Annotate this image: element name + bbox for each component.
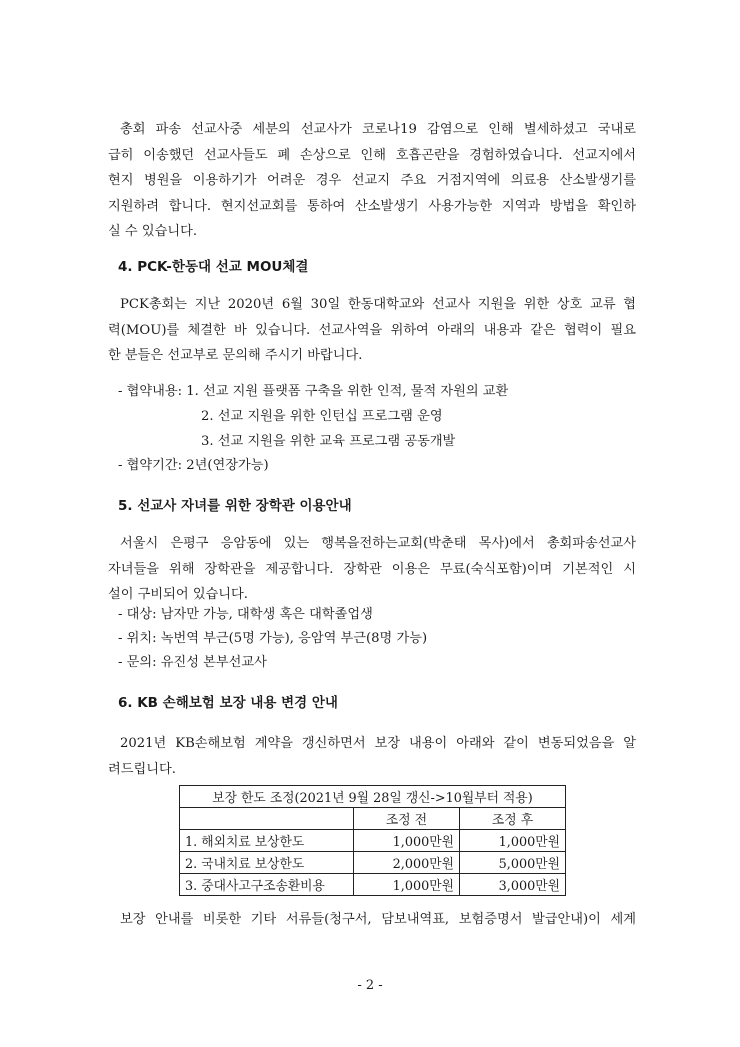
table-cell-before: 1,000만원 (354, 874, 460, 896)
table-header-empty (180, 808, 354, 830)
section4-paragraph (108, 292, 636, 369)
table-cell-before: 2,000만원 (354, 852, 460, 874)
text-line: 한 분들은 선교부로 문의해 주시기 바랍니다. (108, 348, 363, 363)
table-caption: 보장 한도 조정(2021년 9월 28일 갱신->10월부터 적용) (180, 786, 566, 808)
list-item: - 대상: 남자만 가능, 대학생 혹은 대학졸업생 (118, 607, 373, 622)
table-cell-after: 1,000만원 (460, 830, 566, 852)
section-heading: 6. KB 손해보험 보장 내용 변경 안내 (118, 695, 338, 711)
table-row (180, 852, 566, 874)
list-item: - 협약내용: 1. 선교 지원 플랫폼 구축을 위한 인적, 물적 자원의 교환 (118, 384, 509, 399)
text-line: 자녀들을 위해 장학관을 제공합니다. 장학관 이용은 무료(숙식포함)이며 기본적인 시 (108, 561, 636, 577)
list-item: - 문의: 유진성 본부선교사 (118, 655, 267, 670)
section-heading: 4. PCK-한동대 선교 MOU체결 (118, 259, 309, 275)
section-heading: 5. 선교사 자녀를 위한 장학관 이용안내 (118, 498, 352, 514)
text-line: 보장 안내를 비롯한 기타 서류들(청구서, 담보내역표, 보험증명서 발급안내)이 세계 (120, 912, 636, 927)
text-line: 지원하려 합니다. 현지선교회를 통하여 산소발생기 사용가능한 지역과 방법을 확인하 (108, 198, 636, 214)
closing-paragraph (108, 907, 636, 933)
list-item: 3. 선교 지원을 위한 교육 프로그램 공동개발 (201, 434, 456, 449)
text-line: 려드립니다. (108, 761, 176, 777)
text-line: 급히 이송했던 선교사들도 폐 손상으로 인해 호흡곤란을 경험하였습니다. 선교지에서 (108, 147, 636, 163)
page-number: - 2 - (357, 978, 383, 993)
text-line: PCK총회는 지난 2020년 6월 30일 한동대학교와 선교사 지원을 위한 상호 교류 협 (120, 297, 636, 312)
list-item: - 협약기간: 2년(연장가능) (118, 458, 269, 473)
table-row (180, 830, 566, 852)
table-header-before: 조정 전 (354, 808, 460, 830)
table-header-row (180, 808, 566, 830)
table-cell-label: 1. 해외치료 보상한도 (180, 830, 354, 852)
coverage-table (179, 785, 566, 896)
section6-paragraph (108, 731, 636, 782)
text-line: 2021년 KB손해보험 계약을 갱신하면서 보장 내용이 아래와 같이 변동되었음을 알 (120, 736, 636, 751)
table-caption-row (180, 786, 566, 808)
text-line: 총회 파송 선교사중 세분의 선교사가 코로나19 감염으로 인해 별세하셨고 국내로 (120, 122, 636, 137)
table-cell-before: 1,000만원 (354, 830, 460, 852)
text-line: 실 수 있습니다. (108, 224, 198, 239)
table-cell-after: 3,000만원 (460, 874, 566, 896)
intro-paragraph (108, 117, 636, 245)
table-header-after: 조정 후 (460, 808, 566, 830)
table-row (180, 874, 566, 896)
text-line: 서울시 은평구 응암동에 있는 행복을전하는교회(박춘태 목사)에서 총회파송선교사 (120, 536, 636, 551)
list-item: - 위치: 녹번역 부근(5명 가능), 응암역 부근(8명 가능) (118, 631, 428, 646)
text-line: 현지 병원을 이용하기가 어려운 경우 선교지 주요 거점지역에 의료용 산소발생기를 (108, 173, 636, 188)
text-line: 설이 구비되어 있습니다. (108, 587, 248, 602)
table-cell-after: 5,000만원 (460, 852, 566, 874)
list-item: 2. 선교 지원을 위한 인턴십 프로그램 운영 (201, 409, 443, 424)
section5-paragraph (108, 531, 636, 608)
table-cell-label: 3. 중대사고구조송환비용 (180, 874, 354, 896)
text-line: 력(MOU)를 체결한 바 있습니다. 선교사역을 위하여 아래의 내용과 같은 협력이 필요 (108, 322, 636, 338)
table-cell-label: 2. 국내치료 보상한도 (180, 852, 354, 874)
